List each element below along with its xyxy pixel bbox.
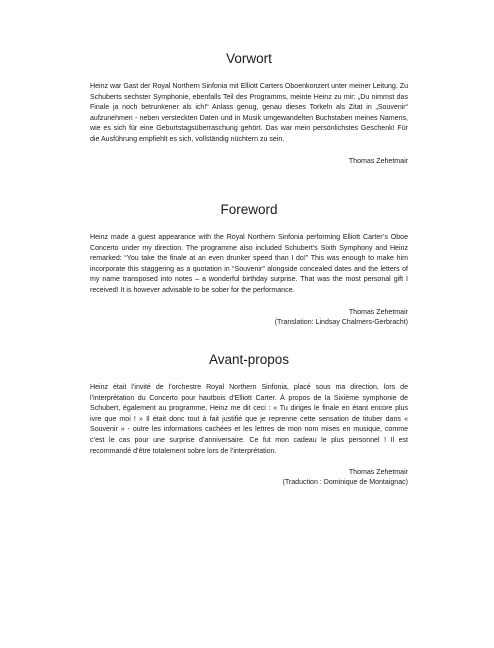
section-body: Heinz était l’invité de l’orchestre Royal Northern Sinfonia, placé sous ma direction, lors de l’interprétation du Concerto pour hautbois d’Elliott Carter. À propos de la Sixième symphonie de Schubert, également au programme, Heinz me dit ceci : « Tu diriges le finale en étant encore plus ivre que moi ! » Il était donc tout à fait justifié que je reprenne cette sensation de tituber dans « Souvenir » - outre les informations cachées et les lettres de mon nom mises en musique, comme c’est le cas pour une surprise d’anniversaire. Ce fut mon cadeau le plus personnel ! Il est recommandé d’être totalement sobre lors de l’interprétation. <box>90 384 408 455</box>
signature-block <box>90 308 408 328</box>
section-heading: Avant-propos <box>208 352 290 367</box>
translation-credit: (Translation: Lindsay Chalmers-Gerbracht) <box>274 318 408 326</box>
signature-name: Thomas Zehetmair <box>348 469 408 477</box>
section-vorwort <box>90 51 408 167</box>
section-heading: Vorwort <box>226 51 272 66</box>
section-body: Heinz made a guest appearance with the Royal Northern Sinfonia performing Elliott Carter’s Oboe Concerto under my direction. The programme also included Schubert’s Sixth Symphony and Heinz remarked: “You take the finale at an even drunker speed than I do!” This was enough to make him incorporate this staggering as a quotation in “Souvenir” alongside concealed dates and the letters of my name transposed into notes – a wonderful birthday surprise. That was the most personal gift I received! It is however advisable to be sober for the performance. <box>90 234 408 294</box>
signature-name: Thomas Zehetmair <box>348 308 408 316</box>
signature-block <box>90 157 408 167</box>
section-heading: Foreword <box>220 202 278 217</box>
signature-block <box>90 468 408 488</box>
signature-name: Thomas Zehetmair <box>348 157 408 165</box>
translation-credit: (Traduction : Dominique de Montaignac) <box>282 479 408 487</box>
section-body: Heinz war Gast der Royal Northern Sinfonia mit Elliott Carters Oboenkonzert unter meiner Leitung. Zu Schuberts sechster Symphonie, ebenfalls Teil des Programms, meinte Heinz zu mir: „Du nimmst das Finale ja noch betrunkener als ich!“ Anlass genug, genau dieses Torkeln als Zitat in „Souvenir“ aufzunehmen - neben versteckten Daten und in Musik umgewandelten Buchstaben meines Namens, wie es sich für eine Geburtstagsüberraschung gehört. Das war mein persönlichstes Geschenk! Für die Ausführung empfiehlt es sich, vollständig nüchtern zu sein. <box>90 83 408 143</box>
section-foreword <box>90 202 408 328</box>
section-avant-propos <box>90 352 408 488</box>
